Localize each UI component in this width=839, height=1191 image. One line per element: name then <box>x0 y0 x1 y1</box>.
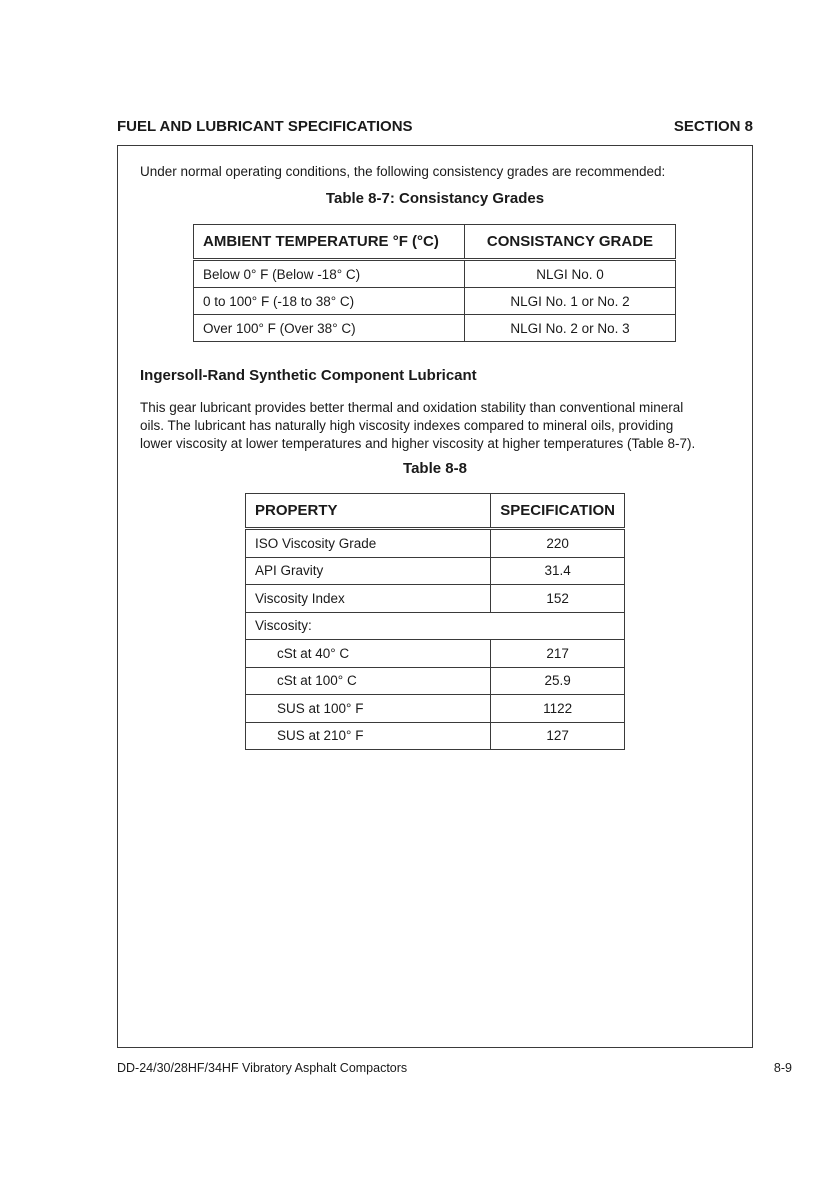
table-cell: SUS at 100° F <box>246 695 491 723</box>
page-header-section: SECTION 8 <box>673 118 753 135</box>
table-cell: API Gravity <box>246 557 491 585</box>
table-cell: NLGI No. 2 or No. 3 <box>465 315 676 342</box>
table-row <box>194 315 676 342</box>
table-cell: cSt at 100° C <box>246 667 491 695</box>
paragraph-line: lower viscosity at lower temperatures and higher viscosity at higher temperatures (Table 8-7). <box>140 436 696 451</box>
table-cell: SUS at 210° F <box>246 722 491 750</box>
table-cell: 31.4 <box>491 557 625 585</box>
viscosity-group-label: Viscosity: <box>246 612 625 640</box>
table-cell: cSt at 40° C <box>246 640 491 668</box>
table-row <box>246 695 625 723</box>
table-row <box>246 640 625 668</box>
table-cell: 25.9 <box>491 667 625 695</box>
table-row <box>246 667 625 695</box>
column-header: AMBIENT TEMPERATURE °F (°C) <box>194 225 465 260</box>
table2-caption: Table 8-8 <box>403 460 467 477</box>
paragraph-line: This gear lubricant provides better thermal and oxidation stability than conventional mineral <box>140 400 684 415</box>
table1-caption: Table 8-7: Consistancy Grades <box>325 190 545 207</box>
page-header-title: FUEL AND LUBRICANT SPECIFICATIONS <box>117 118 413 135</box>
table-row <box>194 260 676 288</box>
table-cell: Below 0° F (Below -18° C) <box>194 260 465 288</box>
table-row <box>246 612 625 640</box>
table-row <box>246 529 625 558</box>
table-cell: NLGI No. 1 or No. 2 <box>465 288 676 315</box>
lubricant-specification-table <box>245 493 625 750</box>
table-cell: 217 <box>491 640 625 668</box>
table-cell: Viscosity Index <box>246 585 491 613</box>
paragraph-line: oils. The lubricant has naturally high viscosity indexes compared to mineral oils, providing <box>140 418 674 433</box>
description-paragraph <box>140 399 740 453</box>
table-cell: 0 to 100° F (-18 to 38° C) <box>194 288 465 315</box>
column-header: PROPERTY <box>246 494 491 529</box>
table-header-row <box>246 494 625 529</box>
table-cell: 1122 <box>491 695 625 723</box>
table-row <box>246 722 625 750</box>
table-cell: ISO Viscosity Grade <box>246 529 491 558</box>
table-cell: 152 <box>491 585 625 613</box>
table-header-row <box>194 225 676 260</box>
table-cell: 127 <box>491 722 625 750</box>
consistency-grades-table <box>193 224 676 342</box>
column-header: SPECIFICATION <box>491 494 625 529</box>
intro-text: Under normal operating conditions, the following consistency grades are recommended: <box>140 164 666 179</box>
table-cell: 220 <box>491 529 625 558</box>
footer-model: DD-24/30/28HF/34HF Vibratory Asphalt Compactors <box>117 1061 408 1075</box>
table-cell: NLGI No. 0 <box>465 260 676 288</box>
table-row <box>246 557 625 585</box>
section-subheading: Ingersoll-Rand Synthetic Component Lubricant <box>140 367 477 384</box>
table-row <box>246 585 625 613</box>
footer-page-number: 8-9 <box>773 1061 792 1075</box>
column-header: CONSISTANCY GRADE <box>465 225 676 260</box>
table-cell: Over 100° F (Over 38° C) <box>194 315 465 342</box>
table-row <box>194 288 676 315</box>
